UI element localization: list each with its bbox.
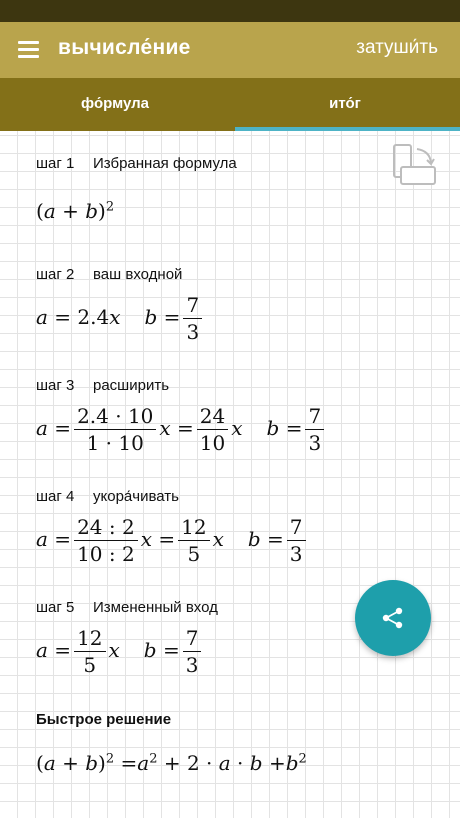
step-label: укора́чивать <box>93 488 179 505</box>
step-1-header <box>36 155 237 172</box>
step-4-header <box>36 488 179 505</box>
fraction: $\frac{2.4 \cdot 10}{1 \cdot 10}$ <box>74 405 156 454</box>
fraction: $\frac{12}{5}$ <box>74 627 105 676</box>
step-5-header <box>36 599 218 616</box>
fraction: $\frac{24}{10}$ <box>197 405 228 454</box>
status-bar <box>0 0 460 22</box>
step-1-formula: $(a + b)^2$ <box>36 199 115 223</box>
app-title: вычисле́ние <box>58 36 191 59</box>
step-number: шаг 3 <box>36 377 75 394</box>
quick-solution-title: Быстрое решение <box>36 711 172 728</box>
fraction: $\frac{7}{3}$ <box>183 294 202 343</box>
step-number: шаг 5 <box>36 599 75 616</box>
step-2-header <box>36 266 182 283</box>
share-icon <box>382 607 404 629</box>
step-3-formula: a = $\frac{2.4 \cdot 10}{1 \cdot 10}$ x = $\frac{24}{10}$ x b = $\frac{7}{3}$ <box>36 405 327 454</box>
share-button[interactable] <box>355 580 431 656</box>
step-4-formula: a = $\frac{24 : 2}{10 : 2}$ x = $\frac{12}{5}$ x b = $\frac{7}{3}$ <box>36 516 309 565</box>
fraction: $\frac{7}{3}$ <box>305 405 324 454</box>
tab-result[interactable]: ито́г <box>329 95 361 112</box>
fraction: $\frac{24 : 2}{10 : 2}$ <box>74 516 138 565</box>
fraction: $\frac{7}{3}$ <box>287 516 306 565</box>
step-number: шаг 2 <box>36 266 75 283</box>
tab-bar <box>0 78 460 131</box>
step-label: Избранная формула <box>93 155 237 172</box>
erase-button[interactable]: затуши́ть <box>356 37 438 58</box>
step-2-formula: a = 2.4x b = $\frac{7}{3}$ <box>36 294 205 343</box>
step-number: шаг 4 <box>36 488 75 505</box>
step-label: ваш входной <box>93 266 183 283</box>
step-3-header <box>36 377 169 394</box>
result-content[interactable] <box>0 131 460 818</box>
tab-formula[interactable]: фо́рмула <box>81 95 149 112</box>
app-bar <box>0 22 460 78</box>
rotate-device-icon[interactable] <box>390 143 438 187</box>
step-label: Измененный вход <box>93 599 218 616</box>
fraction: $\frac{7}{3}$ <box>183 627 202 676</box>
step-label: расширить <box>93 377 170 394</box>
fraction: $\frac{12}{5}$ <box>178 516 209 565</box>
hamburger-menu-icon[interactable] <box>16 39 42 61</box>
step-number: шаг 1 <box>36 155 75 172</box>
step-5-formula: a = $\frac{12}{5}$ x b = $\frac{7}{3}$ <box>36 627 204 676</box>
quick-solution-formula: $(a + b)^2 =a^2 + 2 \cdot a \cdot b +b^2$ <box>36 751 307 775</box>
